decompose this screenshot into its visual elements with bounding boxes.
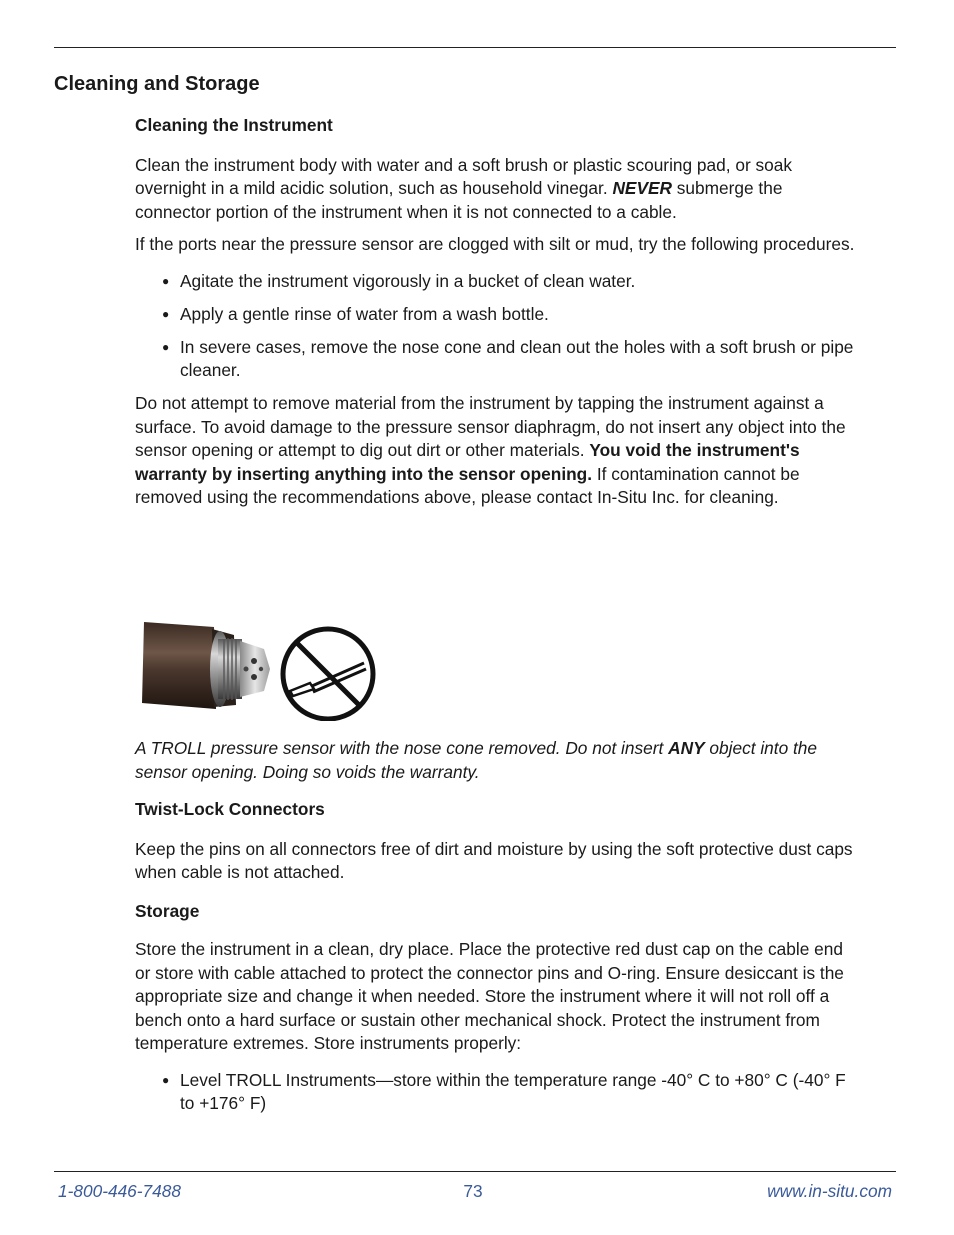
cleaning-title: Cleaning the Instrument [135, 115, 333, 135]
footer-rule [54, 1171, 896, 1172]
cleaning-paragraph-2: If the ports near the pressure sensor are clogged with silt or mud, try the following procedures. [135, 234, 855, 254]
never-emphasis: NEVER [612, 178, 672, 198]
bullet-icon: ● [162, 1072, 170, 1087]
twistlock-paragraph: Keep the pins on all connectors free of dirt and moisture by using the soft protective dust caps when cable is not attached. [135, 838, 853, 882]
storage-title: Storage [135, 900, 200, 921]
footer-url: www.in-situ.com [767, 1181, 892, 1201]
no-screwdriver-icon [283, 629, 373, 719]
bullet-icon: ● [162, 273, 170, 288]
cleaning-p1-text-a: Clean the instrument body with water and a soft brush or plastic scouring pad, or soak overnight in a mild acidic solution, such as household vinegar. [135, 154, 793, 198]
cleaning-p1-text-b: submerge the connector portion of the instrument when it is not connected to a cable. [135, 178, 783, 222]
cleaning-section [135, 114, 860, 510]
section-heading: Cleaning and Storage [54, 73, 260, 95]
twistlock-title: Twist-Lock Connectors [135, 799, 325, 819]
caption-emphasis: ANY [668, 738, 705, 758]
cleaning-bullet-list [135, 270, 860, 383]
cleaning-p3-text-b: If contamination cannot be removed using the recommendations above, please contact In-Situ Inc. for cleaning. [135, 463, 800, 507]
list-item [135, 270, 860, 294]
troll-sensor-photo [142, 622, 270, 709]
list-item-text: Apply a gentle rinse of water from a wash bottle. [180, 303, 549, 324]
storage-bullet-list [135, 1069, 860, 1116]
cleaning-paragraph-1 [135, 154, 860, 225]
page-footer [0, 1181, 954, 1205]
lower-section [135, 737, 860, 1125]
list-item-text: Level TROLL Instruments—store within the temperature range -40° C to +80° C (-40° F to +176° F) [180, 1069, 846, 1113]
bullet-icon: ● [162, 339, 170, 354]
list-item [135, 303, 860, 327]
footer-page-number: 73 [463, 1181, 483, 1201]
list-item [135, 336, 860, 383]
list-item [135, 1069, 860, 1116]
list-item-text: Agitate the instrument vigorously in a bucket of clean water. [180, 270, 636, 291]
caption-text-a: A TROLL pressure sensor with the nose cone removed. Do not insert [135, 738, 669, 758]
warranty-warning: You void the instrument's warranty by inserting anything into the sensor opening. [135, 440, 800, 484]
bullet-icon: ● [162, 306, 170, 321]
cleaning-paragraph-3 [135, 392, 860, 510]
sensor-figure [142, 617, 378, 721]
storage-paragraph: Store the instrument in a clean, dry place. Place the protective red dust cap on the cable end or store with cable attached to protect the connector pins and O-ring. Ensure desiccant is the appropriate size and change it when needed. Store the instrument where it will not roll off a bench onto a hard surface or sustain other mechanical shock. Protect the instrument from temperature extremes. Store instruments properly: [135, 939, 844, 1053]
footer-phone: 1-800-446-7488 [58, 1181, 181, 1201]
caption-text-b: object into the sensor opening. Doing so voids the warranty. [135, 738, 818, 782]
header-rule [54, 47, 896, 48]
figure-caption [135, 737, 860, 784]
cleaning-p3-text-a: Do not attempt to remove material from the instrument by tapping the instrument against a surface. To avoid damage to the pressure sensor diaphragm, do not insert any object into the sensor opening or attempt to dig out dirt or other materials. [135, 393, 846, 460]
list-item-text: In severe cases, remove the nose cone and clean out the holes with a soft brush or pipe cleaner. [180, 336, 854, 380]
